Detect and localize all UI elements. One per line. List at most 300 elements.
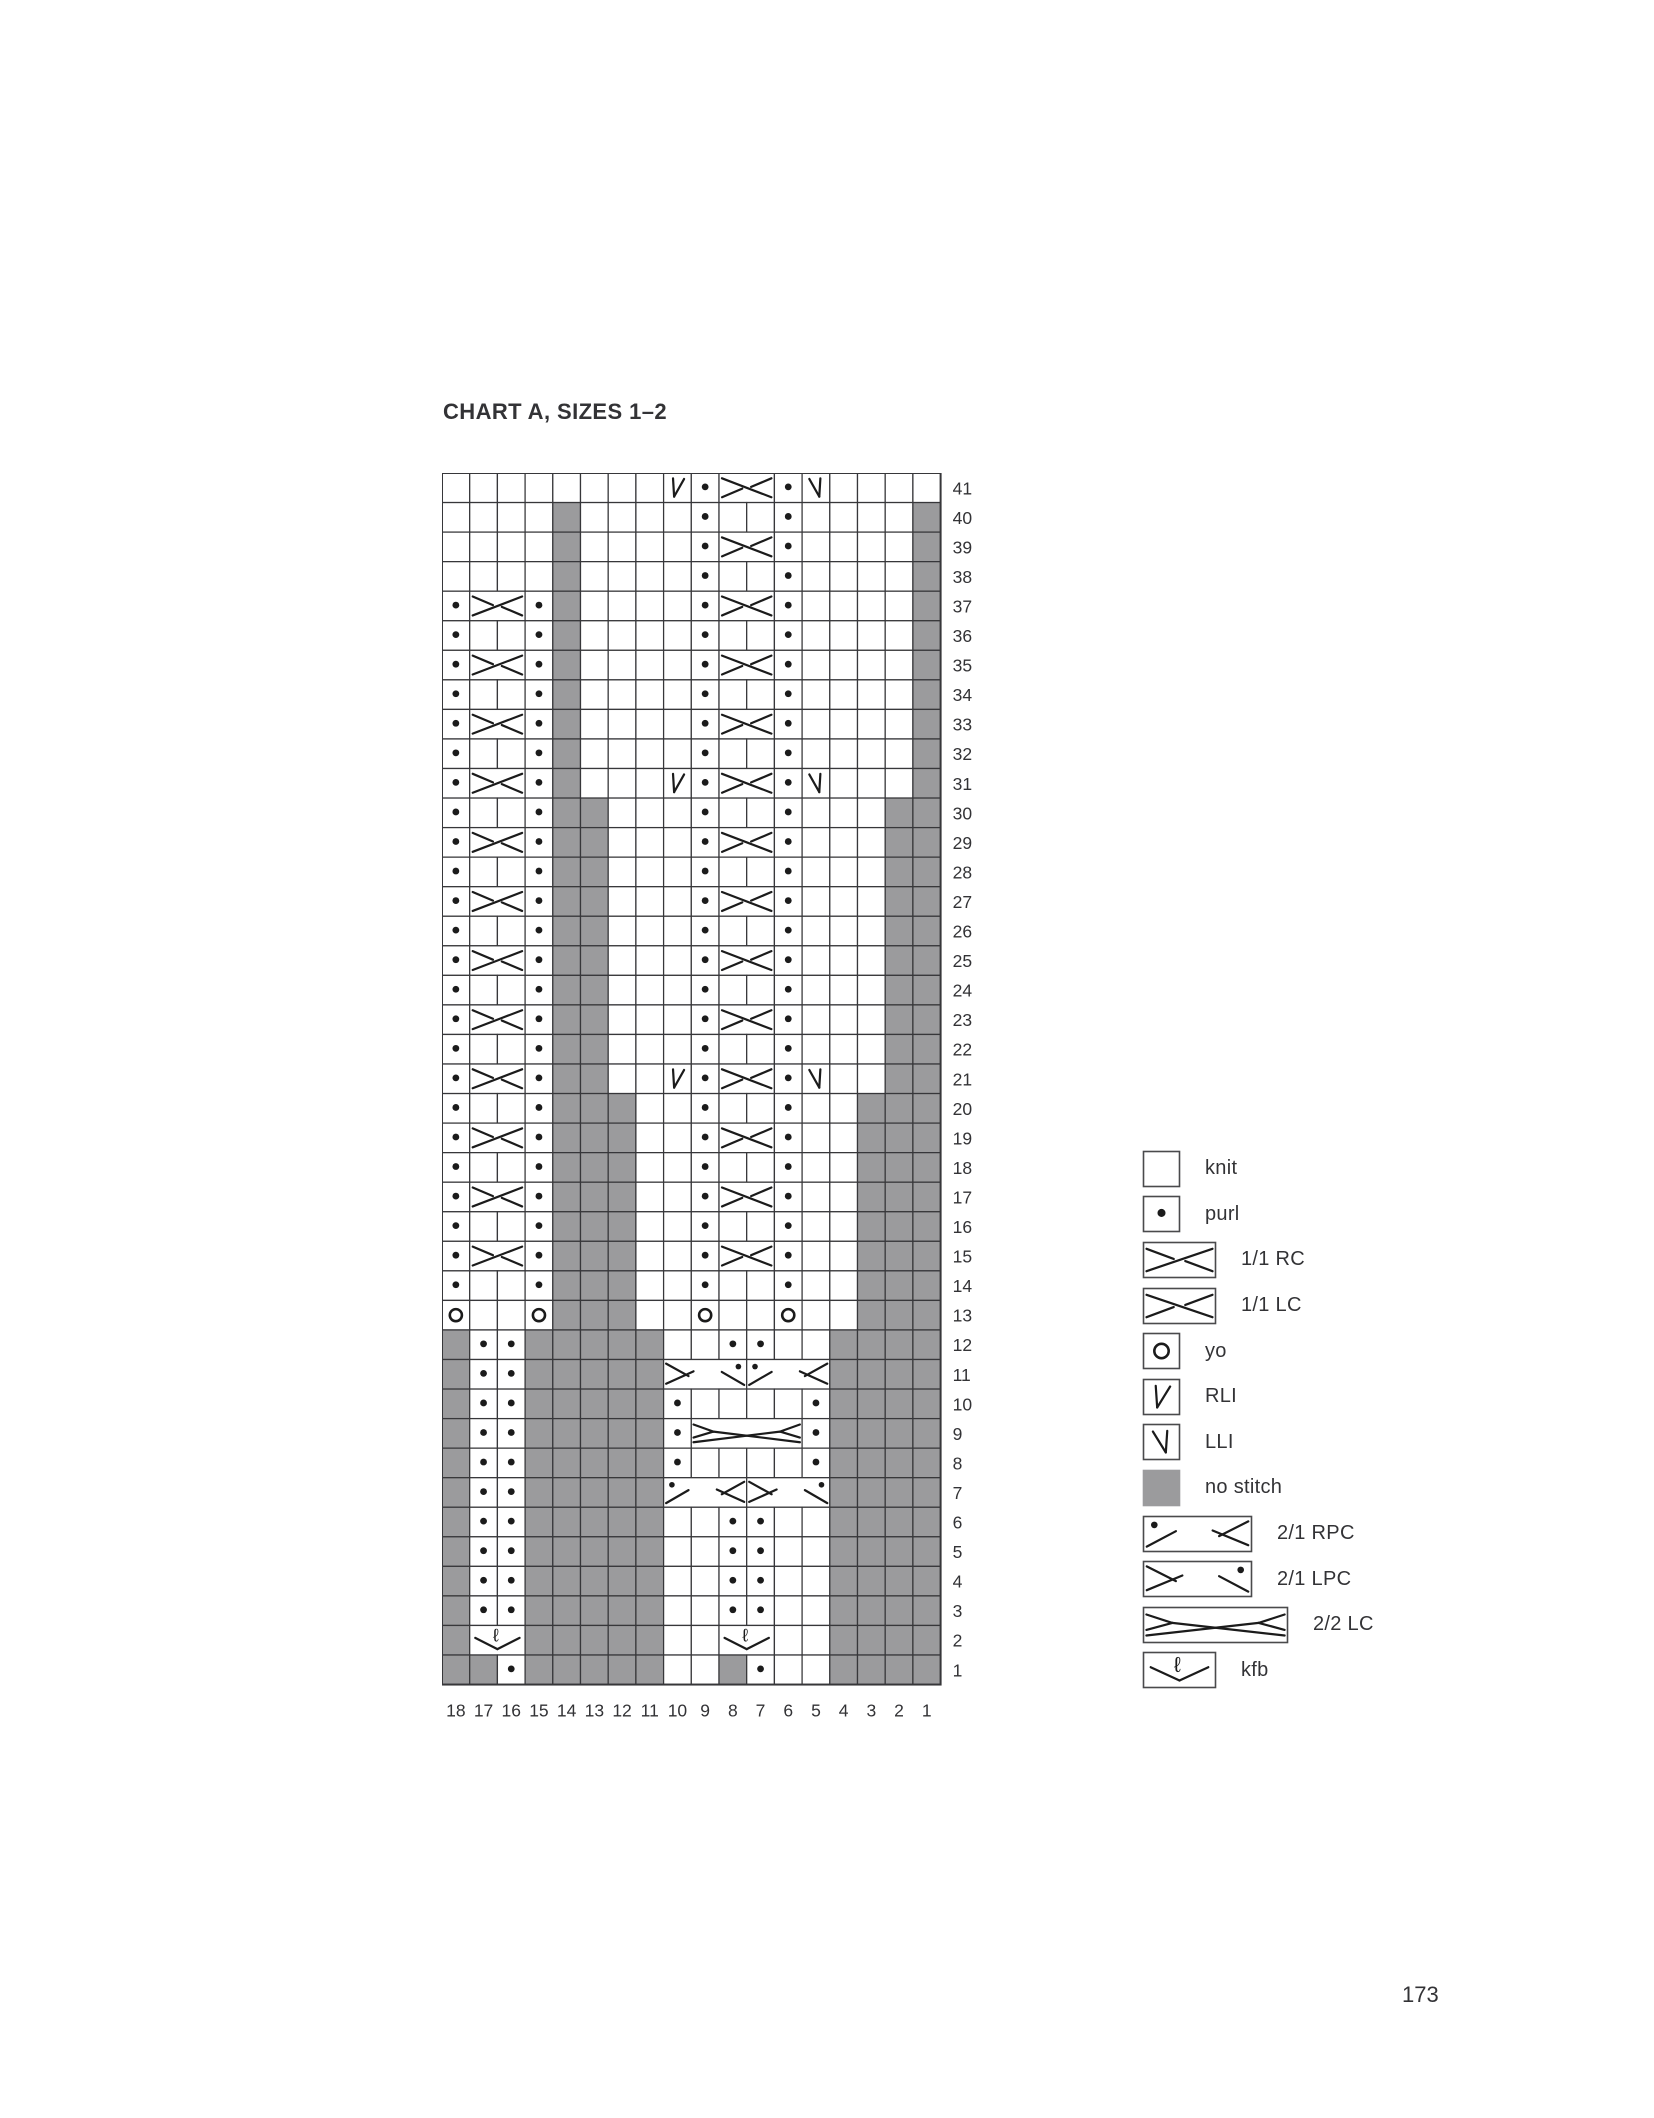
chart-cell [553, 798, 581, 828]
column-number: 7 [755, 1700, 766, 1721]
chart-cell [913, 1448, 941, 1478]
chart-symbol-purl [452, 1252, 459, 1259]
chart-symbol-purl [785, 1104, 792, 1111]
chart-symbol-purl [785, 1281, 792, 1288]
chart-cell [802, 532, 830, 562]
chart-cell [802, 1596, 830, 1626]
chart-cell [497, 1153, 525, 1183]
chart-symbol-purl [508, 1665, 515, 1672]
chart-cell [885, 1094, 913, 1124]
chart-symbol-purl [702, 779, 709, 786]
row-number: 15 [952, 1246, 973, 1267]
chart-cell [885, 1566, 913, 1596]
chart-cell [581, 621, 609, 651]
chart-symbol-purl [757, 1606, 764, 1613]
chart-cell [913, 916, 941, 946]
chart-cell [636, 828, 664, 858]
chart-symbol-purl [508, 1577, 515, 1584]
legend-symbol-box [1142, 1515, 1253, 1553]
chart-symbol-purl [785, 661, 792, 668]
chart-cell [747, 1448, 775, 1478]
chart-cell [747, 739, 775, 769]
chart-cell [691, 1625, 719, 1655]
chart-symbol-purl [452, 897, 459, 904]
row-number: 39 [952, 537, 973, 558]
legend-symbol-box [1142, 1560, 1253, 1598]
chart-cell [525, 1419, 553, 1449]
chart-cell [747, 562, 775, 592]
chart-cell [553, 916, 581, 946]
chart-cell [581, 1625, 609, 1655]
chart-symbol-purl [702, 483, 709, 490]
chart-cell [913, 769, 941, 799]
chart-symbol-purl [785, 986, 792, 993]
chart-cell [664, 1034, 692, 1064]
chart-cell [636, 1300, 664, 1330]
chart-cell [664, 1241, 692, 1271]
chart-cell [885, 621, 913, 651]
row-number: 22 [952, 1039, 973, 1060]
chart-cell [913, 887, 941, 917]
chart-cell [581, 1360, 609, 1390]
chart-cell [858, 562, 886, 592]
chart-cell [830, 975, 858, 1005]
chart-cell [497, 532, 525, 562]
chart-cell [858, 1271, 886, 1301]
chart-symbol-purl [785, 868, 792, 875]
chart-symbol-purl [536, 1281, 543, 1288]
chart-cell [470, 975, 498, 1005]
chart-symbol-purl [757, 1518, 764, 1525]
chart-cell [581, 1507, 609, 1537]
chart-symbol-purl [702, 1222, 709, 1229]
chart-cell [581, 1300, 609, 1330]
chart-cell [636, 473, 664, 503]
chart-cell [858, 1360, 886, 1390]
row-number: 5 [952, 1542, 963, 1563]
chart-cell [858, 709, 886, 739]
legend-item-2-2-LC [1142, 1602, 1374, 1648]
chart-cell [719, 503, 747, 533]
chart-cell [581, 680, 609, 710]
chart-cell [691, 1300, 719, 1330]
chart-symbol-purl [702, 749, 709, 756]
chart-symbol-purl [452, 1222, 459, 1229]
chart-cell [802, 709, 830, 739]
chart-symbol-purl [452, 1104, 459, 1111]
chart-cell [858, 1034, 886, 1064]
chart-cell [885, 1064, 913, 1094]
legend-symbol-box [1142, 1606, 1289, 1644]
row-number: 19 [952, 1128, 973, 1149]
chart-cell [581, 1212, 609, 1242]
chart-cell [525, 1330, 553, 1360]
chart-cell [858, 857, 886, 887]
chart-cell [581, 1389, 609, 1419]
chart-cell [581, 532, 609, 562]
chart-cell [802, 591, 830, 621]
legend-item-LLI [1142, 1420, 1374, 1466]
chart-cell [581, 709, 609, 739]
chart-cell [608, 709, 636, 739]
chart-cell [858, 1625, 886, 1655]
legend-item-2-1-RPC [1142, 1511, 1374, 1557]
chart-cell [608, 562, 636, 592]
chart-cell [636, 1212, 664, 1242]
chart-cell [525, 1655, 553, 1685]
legend-symbol-box [1142, 1469, 1181, 1507]
row-number: 23 [952, 1010, 973, 1031]
row-number: 14 [952, 1276, 973, 1297]
chart-symbol-purl [536, 868, 543, 875]
chart-cell [581, 1566, 609, 1596]
chart-cell [553, 857, 581, 887]
chart-cell [858, 473, 886, 503]
chart-cell [442, 1389, 470, 1419]
chart-symbol-purl [785, 838, 792, 845]
chart-cell [830, 1360, 858, 1390]
chart-cell [525, 1300, 553, 1330]
chart-cell [885, 1537, 913, 1567]
chart-cell [525, 1566, 553, 1596]
chart-cell [913, 650, 941, 680]
chart-cell [858, 1182, 886, 1212]
chart-cell [553, 1507, 581, 1537]
chart-cell [497, 1300, 525, 1330]
chart-cell [497, 1034, 525, 1064]
chart-cell [802, 1300, 830, 1330]
chart-cell [885, 1271, 913, 1301]
legend-item-RLI [1142, 1374, 1374, 1420]
chart-cell [719, 798, 747, 828]
chart-cell [691, 1448, 719, 1478]
chart-cell [664, 532, 692, 562]
chart-cell [802, 1182, 830, 1212]
chart-cell [525, 1389, 553, 1419]
chart-cell [913, 1537, 941, 1567]
row-number: 6 [952, 1512, 963, 1533]
chart-cell [664, 680, 692, 710]
chart-symbol-purl [536, 720, 543, 727]
chart-cell [802, 887, 830, 917]
chart-symbol-purl [785, 631, 792, 638]
legend-item-purl [1142, 1192, 1374, 1238]
chart-cell [913, 1064, 941, 1094]
chart-cell [636, 769, 664, 799]
chart-cell [913, 857, 941, 887]
chart-title: CHART A, SIZES 1–2 [443, 399, 667, 424]
legend-symbol-box [1142, 1423, 1181, 1461]
chart-cell [608, 887, 636, 917]
chart-cell [636, 887, 664, 917]
chart-cell [802, 1094, 830, 1124]
chart-cell [885, 591, 913, 621]
chart-cell [470, 532, 498, 562]
chart-cell [830, 1596, 858, 1626]
row-number: 13 [952, 1305, 973, 1326]
chart-symbol-purl [674, 1459, 681, 1466]
chart-cell [581, 1064, 609, 1094]
chart-symbol-purl [480, 1547, 487, 1554]
chart-symbol-purl [785, 749, 792, 756]
column-number: 2 [894, 1700, 904, 1721]
chart-cell [913, 709, 941, 739]
chart-cell [442, 1625, 470, 1655]
chart-cell [608, 621, 636, 651]
chart-symbol-purl [452, 720, 459, 727]
chart-cell [636, 1537, 664, 1567]
chart-cell [802, 473, 830, 503]
chart-cell [858, 1241, 886, 1271]
chart-cell [913, 1655, 941, 1685]
chart-cell [913, 1241, 941, 1271]
chart-cell [802, 916, 830, 946]
chart-cell [553, 1448, 581, 1478]
column-number: 1 [921, 1700, 932, 1721]
chart-cell [442, 1596, 470, 1626]
chart-symbol-purl [452, 1045, 459, 1052]
legend-item-knit [1142, 1146, 1374, 1192]
chart-symbol-purl [480, 1518, 487, 1525]
chart-cell [581, 857, 609, 887]
chart-cell [497, 916, 525, 946]
chart-cell [830, 857, 858, 887]
chart-symbol-purl [702, 513, 709, 520]
chart-cell [885, 1182, 913, 1212]
row-number: 34 [952, 685, 973, 706]
chart-symbol-purl [757, 1577, 764, 1584]
chart-cell [802, 503, 830, 533]
chart-cell [858, 975, 886, 1005]
chart-cell [442, 1419, 470, 1449]
chart-symbol-purl [785, 1193, 792, 1200]
chart-cell [747, 1389, 775, 1419]
chart-cell [525, 1596, 553, 1626]
chart-symbol-purl [729, 1518, 736, 1525]
chart-cell [664, 828, 692, 858]
legend-label: 2/1 LPC [1277, 1567, 1352, 1590]
chart-cell [719, 1448, 747, 1478]
chart-cell [442, 473, 470, 503]
chart-cell [830, 1419, 858, 1449]
chart-cell [885, 946, 913, 976]
kfb-loop-glyph: ℓ [742, 1624, 748, 1646]
chart-cell [581, 975, 609, 1005]
chart-cell [581, 473, 609, 503]
chart-symbol-purl [452, 1015, 459, 1022]
chart-cell [858, 1389, 886, 1419]
chart-cell [802, 739, 830, 769]
chart-symbol-purl [702, 1015, 709, 1022]
chart-cell [802, 798, 830, 828]
row-number: 16 [952, 1217, 973, 1238]
chart-cell [719, 1655, 747, 1685]
chart-cell [691, 1537, 719, 1567]
chart-cell [553, 828, 581, 858]
chart-cell [553, 532, 581, 562]
chart-cell [885, 1478, 913, 1508]
chart-cell [581, 1596, 609, 1626]
chart-cell [885, 769, 913, 799]
chart-cell [581, 769, 609, 799]
chart-cell [525, 1478, 553, 1508]
chart-cell [553, 1300, 581, 1330]
chart-cell [802, 975, 830, 1005]
chart-cell [913, 1596, 941, 1626]
chart-symbol-purl [536, 897, 543, 904]
chart-cell [885, 916, 913, 946]
chart-cell [802, 857, 830, 887]
chart-cell [830, 769, 858, 799]
chart-symbol-purl [452, 986, 459, 993]
chart-cell [525, 532, 553, 562]
legend-item-no-stitch [1142, 1465, 1374, 1511]
chart-cell [885, 473, 913, 503]
chart-cell [858, 1655, 886, 1685]
chart-symbol-purl [785, 513, 792, 520]
chart-cell [553, 1241, 581, 1271]
chart-cell [664, 650, 692, 680]
chart-cell [636, 621, 664, 651]
column-number: 15 [529, 1700, 549, 1721]
chart-symbol-purl [480, 1606, 487, 1613]
chart-cell [497, 680, 525, 710]
chart-cell [719, 680, 747, 710]
chart-cell [802, 1655, 830, 1685]
chart-cell [664, 709, 692, 739]
chart-symbol-purl [785, 720, 792, 727]
chart-cell [913, 1094, 941, 1124]
legend-label: kfb [1241, 1658, 1269, 1681]
chart-symbol-purl [536, 690, 543, 697]
chart-cell [553, 591, 581, 621]
chart-cell [608, 1419, 636, 1449]
chart-symbol-purl [785, 809, 792, 816]
chart-cell [525, 1625, 553, 1655]
chart-symbol-purl [536, 749, 543, 756]
chart-cell [719, 916, 747, 946]
chart-cell [581, 1094, 609, 1124]
chart-symbol-purl [480, 1429, 487, 1436]
chart-cell [470, 739, 498, 769]
chart-cell [858, 621, 886, 651]
chart-cell [830, 1389, 858, 1419]
chart-cell [830, 1300, 858, 1330]
chart-cell [636, 1094, 664, 1124]
column-number: 13 [584, 1700, 605, 1721]
chart-cell [553, 1419, 581, 1449]
chart-cell [636, 1419, 664, 1449]
chart-cell [664, 1123, 692, 1153]
chart-cell [913, 591, 941, 621]
chart-cell [636, 857, 664, 887]
chart-cell [553, 1271, 581, 1301]
chart-cell [858, 1153, 886, 1183]
chart-cell [802, 1064, 830, 1094]
page-number: 173 [1402, 1982, 1439, 2007]
chart-cell [553, 1360, 581, 1390]
chart-cell [581, 591, 609, 621]
chart-cell [636, 503, 664, 533]
chart-cell [913, 503, 941, 533]
chart-symbol-purl [536, 1252, 543, 1259]
chart-cell [913, 1153, 941, 1183]
chart-cell [747, 975, 775, 1005]
chart-cell [553, 946, 581, 976]
chart-cell [858, 1005, 886, 1035]
chart-symbol-purl [702, 1281, 709, 1288]
chart-symbol-purl [702, 809, 709, 816]
chart-cell [581, 1182, 609, 1212]
chart-cell [442, 1330, 470, 1360]
chart-cell [802, 1123, 830, 1153]
chart-cell [802, 1330, 830, 1360]
chart-symbol-purl [536, 1193, 543, 1200]
chart-cell [774, 1625, 802, 1655]
chart-cell [636, 1596, 664, 1626]
chart-symbol-purl [702, 897, 709, 904]
chart-cell [830, 1034, 858, 1064]
chart-cell [553, 1094, 581, 1124]
chart-cell [636, 1005, 664, 1035]
chart-cell [830, 946, 858, 976]
chart-cell [608, 473, 636, 503]
column-number: 17 [473, 1700, 494, 1721]
chart-cell [664, 1300, 692, 1330]
chart-cell [581, 916, 609, 946]
chart-symbol-purl [508, 1547, 515, 1554]
row-number: 20 [952, 1098, 973, 1119]
legend-label: yo [1205, 1339, 1227, 1362]
chart-symbol-purl [785, 1045, 792, 1052]
chart-symbol-purl [536, 838, 543, 845]
chart-cell [802, 1212, 830, 1242]
chart-cell [497, 857, 525, 887]
chart-symbol-purl [452, 749, 459, 756]
chart-cell [885, 739, 913, 769]
kfb-loop-glyph: ℓ [492, 1624, 499, 1646]
chart-cell [830, 621, 858, 651]
chart-cell [913, 1300, 941, 1330]
chart-cell [608, 975, 636, 1005]
chart-cell [830, 798, 858, 828]
chart-cell [553, 709, 581, 739]
chart-cell [830, 1655, 858, 1685]
column-number: 10 [667, 1700, 688, 1721]
chart-cell [747, 680, 775, 710]
chart-cell [747, 621, 775, 651]
row-number: 27 [952, 891, 973, 912]
chart-cell [913, 946, 941, 976]
chart-cell [608, 1360, 636, 1390]
chart-cell [885, 1241, 913, 1271]
chart-symbol-purl [536, 927, 543, 934]
chart-cell [664, 916, 692, 946]
chart-cell [885, 1625, 913, 1655]
chart-cell [608, 798, 636, 828]
chart-cell [664, 1596, 692, 1626]
chart-symbol-purl [452, 631, 459, 638]
chart-cell [885, 1153, 913, 1183]
chart-cell [830, 1537, 858, 1567]
chart-cell [830, 739, 858, 769]
chart-cell [747, 503, 775, 533]
chart-cell [913, 739, 941, 769]
chart-cell [636, 1330, 664, 1360]
chart-cell [636, 1566, 664, 1596]
chart-cell [581, 798, 609, 828]
chart-symbol-purl [757, 1547, 764, 1554]
